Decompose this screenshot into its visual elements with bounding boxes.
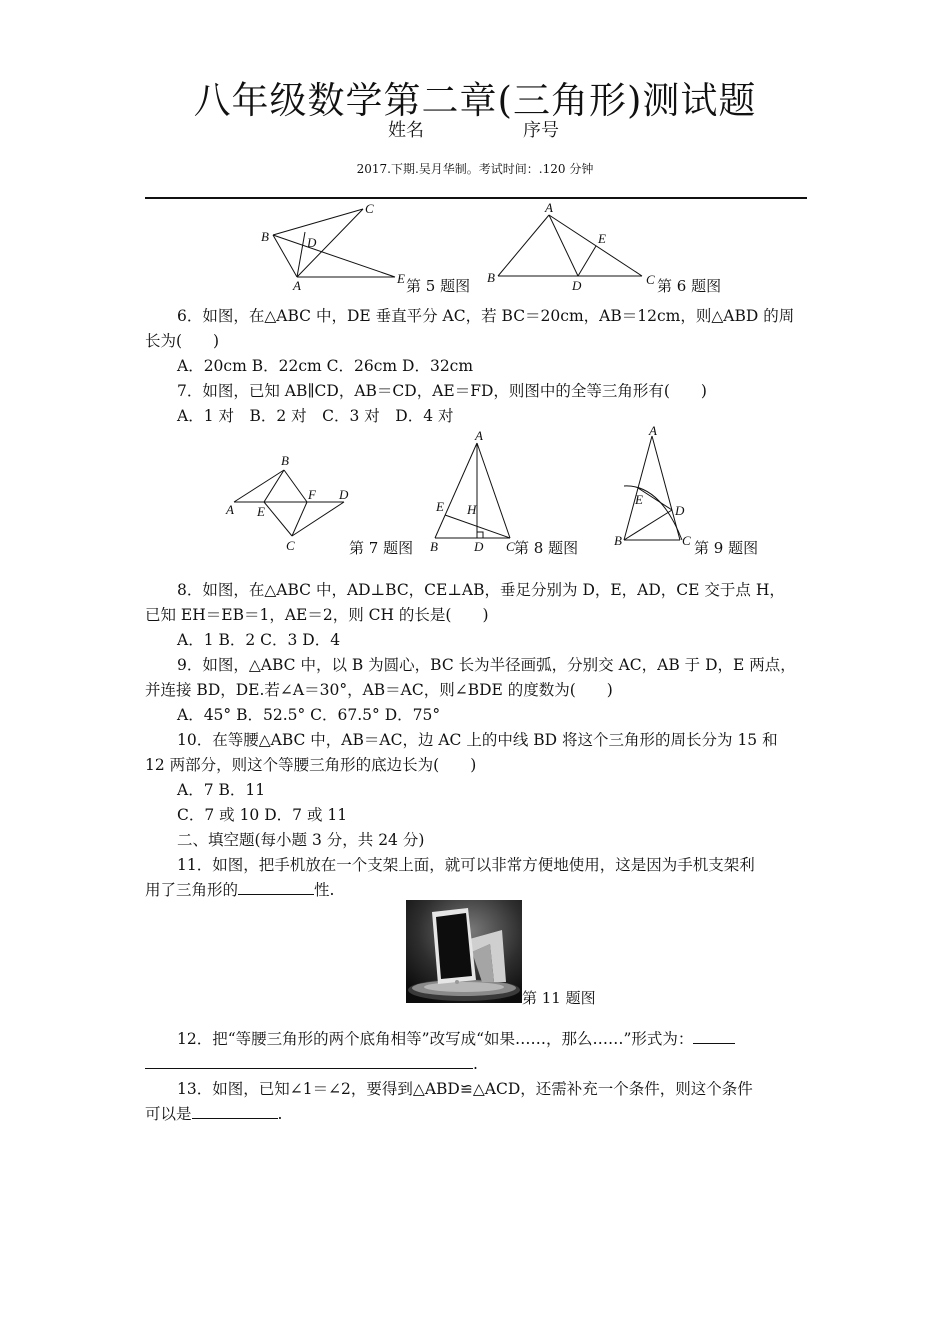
phone-stand-photo <box>406 900 522 1003</box>
fig5-label-d: D <box>307 235 317 250</box>
fig5-label-c: C <box>365 201 374 216</box>
q11-suffix: 性. <box>314 881 335 899</box>
fig8-caption: 第 8 题图 <box>514 539 579 557</box>
fig5-label-a: A <box>293 278 301 293</box>
q9-options: A．45° B．52.5° C．67.5° D．75° <box>177 706 441 724</box>
q11-answer-blank[interactable] <box>238 880 314 895</box>
q9-text-cont: 并连接 BD，DE.若∠A＝30°，AB＝AC，则∠BDE 的度数为( ) <box>145 681 613 699</box>
q13-text: 13．如图，已知∠1＝∠2，要得到△ABD≌△ACD，还需补充一个条件，则这个条件 <box>177 1080 753 1098</box>
q8-text-cont: 已知 EH＝EB＝1，AE＝2，则 CH 的长是( ) <box>145 606 489 624</box>
fig8-label-h: H <box>467 502 477 517</box>
fig8-label-a: A <box>475 428 483 443</box>
q12-text <box>177 1027 735 1052</box>
fig7-label-e: E <box>257 504 265 519</box>
q13-text-cont <box>145 1102 282 1127</box>
q13-suffix: . <box>277 1105 283 1123</box>
q10-options-1: A．7 B．11 <box>177 781 266 799</box>
fig6-label-a: A <box>545 200 553 215</box>
q12-answer-blank[interactable] <box>693 1029 735 1044</box>
fig8-label-d: D <box>474 539 484 554</box>
fig9-label-b: B <box>614 533 622 548</box>
fig8-label-c: C <box>506 539 515 554</box>
q13-answer-blank[interactable] <box>192 1104 278 1119</box>
q7-text: 7．如图，已知 AB∥CD，AB＝CD，AE＝FD，则图中的全等三角形有( ) <box>177 382 707 400</box>
q9-text: 9．如图，△ABC 中，以 B 为圆心，BC 长为半径画弧，分别交 AC，AB 于 D，E 两点， <box>177 656 796 674</box>
q13-prefix: 可以是 <box>145 1105 192 1123</box>
fig7-label-b: B <box>281 453 289 468</box>
seq-label: 序号 <box>523 120 559 141</box>
fig5-label-b: B <box>261 229 269 244</box>
q8-text: 8．如图，在△ABC 中，AD⊥BC，CE⊥AB，垂足分别为 D，E，AD，CE 交于点 H， <box>177 581 785 599</box>
fig5-label-e: E <box>397 271 405 286</box>
fig6-label-c: C <box>646 272 655 287</box>
fig6-caption: 第 6 题图 <box>657 277 722 295</box>
figure-7 <box>222 450 357 555</box>
fig7-label-c: C <box>286 538 295 553</box>
q11-prefix: 用了三角形的 <box>145 881 239 899</box>
figure-8 <box>425 428 520 556</box>
q11-text-cont <box>145 878 334 903</box>
q12-prompt: 12．把“等腰三角形的两个底角相等”改写成“如果……，那么……”形式为： <box>177 1030 694 1048</box>
exam-meta: 2017.下期.吴月华制。考试时间：.120 分钟 <box>356 162 594 176</box>
fig6-label-d: D <box>572 278 582 293</box>
q10-options-2: C．7 或 10 D．7 或 11 <box>177 806 348 824</box>
q12-answer-blank-cont[interactable] <box>145 1054 473 1069</box>
q10-text-cont: 12 两部分，则这个等腰三角形的底边长为( ) <box>145 756 477 774</box>
fig9-label-a: A <box>649 424 657 438</box>
fig9-caption: 第 9 题图 <box>694 539 759 557</box>
fig6-label-b: B <box>487 270 495 285</box>
figure-6 <box>482 200 660 295</box>
q6-text-cont: 长为( ) <box>145 332 220 350</box>
section-heading: 二、填空题(每小题 3 分，共 24 分) <box>177 831 425 849</box>
fig8-label-e: E <box>436 499 444 514</box>
fig7-label-f: F <box>308 487 316 502</box>
fig9-label-c: C <box>682 533 691 548</box>
q11-text: 11．如图，把手机放在一个支架上面，就可以非常方便地使用，这是因为手机支架利 <box>177 856 755 874</box>
fig9-label-e: E <box>635 492 643 507</box>
name-label: 姓名 <box>388 120 424 141</box>
header-divider <box>145 197 807 199</box>
fig11-caption: 第 11 题图 <box>522 989 596 1007</box>
q6-options: A．20cm B．22cm C．26cm D．32cm <box>177 357 474 375</box>
fig6-label-e: E <box>598 231 606 246</box>
fig7-label-d: D <box>339 487 349 502</box>
q10-text: 10．在等腰△ABC 中，AB＝AC，边 AC 上的中线 BD 将这个三角形的周长分为 15 和 <box>177 731 778 749</box>
fig9-label-d: D <box>675 503 685 518</box>
q7-options: A．1 对 B．2 对 C．3 对 D．4 对 <box>177 407 454 425</box>
q6-text: 6．如图，在△ABC 中，DE 垂直平分 AC，若 BC＝20cm，AB＝12cm，则△ABD 的周 <box>177 307 795 325</box>
fig8-label-b: B <box>430 539 438 554</box>
q8-options: A．1 B．2 C．3 D．4 <box>177 631 341 649</box>
figure-9 <box>610 424 700 554</box>
fig7-caption: 第 7 题图 <box>349 539 414 557</box>
q12-text-cont <box>145 1052 478 1077</box>
figure-5 <box>255 200 415 295</box>
fig7-label-a: A <box>226 502 234 517</box>
page-title: 八年级数学第二章(三角形)测试题 <box>193 79 757 122</box>
q12-end: . <box>473 1055 478 1073</box>
fig5-caption: 第 5 题图 <box>406 277 471 295</box>
